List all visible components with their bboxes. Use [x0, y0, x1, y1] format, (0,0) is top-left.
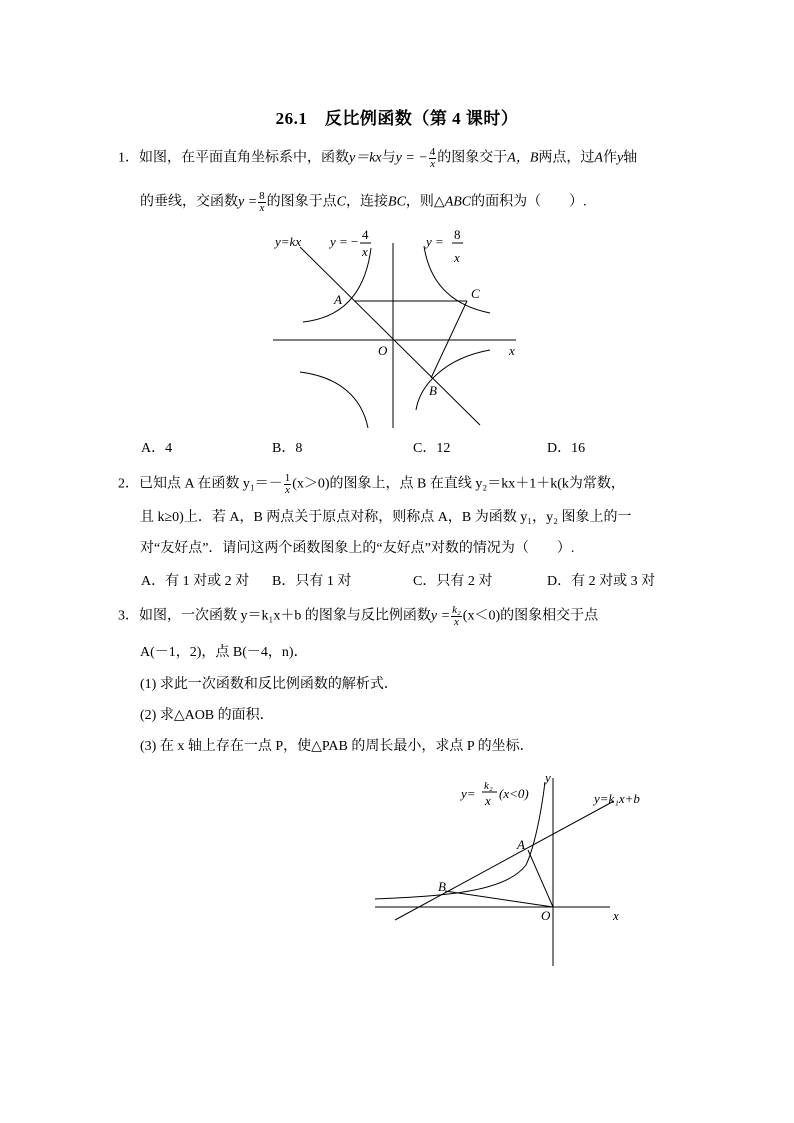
q2-number: 2． — [118, 476, 139, 492]
q1-point-a: A — [334, 292, 342, 307]
q2-text-b: (x＞0)的图象上，点 B 在直线 y₂＝kx＋1＋k(k为常数， — [292, 476, 625, 492]
q1-l2-e: BC — [388, 194, 406, 210]
q2-option-c: C．只有 2 对 — [413, 574, 493, 589]
q3-func-prefix: y = — [430, 608, 451, 624]
q1-label-8: 8 — [454, 227, 461, 242]
q1-frac-8x: $\frac{8}{x}$ — [259, 190, 265, 214]
q1-label-y-neg4: y = — [330, 234, 348, 249]
q3-label-y: y= — [461, 786, 476, 801]
q1-number: 1． — [118, 150, 139, 166]
q3-segment-bo — [445, 891, 553, 907]
q1-label-x1: x — [362, 244, 368, 259]
q1-label-x2: x — [454, 250, 460, 265]
q1-frac-4x: $\frac{4}{x}$ — [429, 146, 436, 170]
q1-l2-g: ABC — [444, 194, 472, 210]
q3-point-b: B — [438, 879, 446, 894]
q3-text-b: (x＜0)的图象相交于点 — [462, 608, 599, 624]
q3-part1: (1) 求此一次函数和反比例函数的解析式． — [140, 677, 398, 692]
q3-label-k2: k₂ — [484, 780, 493, 792]
q1-line-kx — [300, 247, 480, 425]
q3-part3: (3) 在 x 轴上存在一点 P，使△PAB 的周长最小，求点 P 的坐标． — [140, 739, 534, 754]
q3-y-label: y — [545, 770, 551, 785]
q3-segment-ao — [528, 850, 553, 907]
q3-label-line: y=k₁x+b — [594, 791, 640, 806]
q3-line-k1 — [395, 801, 614, 920]
q3-line2: A(－1，2)，点 B(－4，n)． — [140, 645, 308, 660]
q1-text-b: 与 — [381, 150, 396, 166]
q2-option-a: A．有 1 对或 2 对 — [141, 574, 250, 589]
q1-func2-prefix: y = − — [395, 150, 428, 166]
q1-hyperbola-8-lower — [416, 350, 490, 410]
q1-option-b: B．8 — [272, 441, 303, 456]
q3-number: 3． — [118, 608, 139, 624]
q1-point-c: C — [471, 286, 480, 301]
q2-option-b: B．只有 1 对 — [272, 574, 352, 589]
q1-label-ykx: y=kx — [275, 234, 302, 249]
q2-line2: 且 k≥0)上．若 A，B 两点关于原点对称，则称点 A，B 为函数 y₁，y₂ 图象上的一 — [140, 510, 632, 525]
q2-option-d: D．有 2 对或 3 对 — [547, 574, 656, 589]
q1-text-g: 作 — [602, 150, 617, 166]
q1-func3-prefix: y = — [238, 194, 258, 210]
q1-l2-f: ，则△ — [405, 194, 445, 210]
q3-frac-k2x: $\frac{\text{k₂}}{x}$ — [452, 604, 461, 628]
q1-text-h: y — [616, 150, 624, 166]
q1-hyperbola-neg4-lower — [300, 372, 368, 428]
q1-l2-h: 的面积为（ ）. — [471, 194, 587, 210]
q3-line1 — [118, 605, 598, 628]
q3-x-label: x — [613, 908, 619, 923]
q1-hyperbola-neg4-upper — [303, 248, 371, 322]
q3-label-x: x — [485, 793, 491, 808]
q3-figure — [375, 778, 614, 966]
q1-label-4: 4 — [362, 227, 369, 242]
q1-text-e: 两点，过 — [538, 150, 595, 166]
q1-text-c: 的图象交于 — [437, 150, 508, 166]
q3-text-a: 如图，一次函数 y＝k₁x＋b 的图象与反比例函数 — [139, 608, 431, 624]
q3-label-cond: (x<0) — [499, 786, 529, 801]
q1-text-a: 如图，在平面直角坐标系中，函数 — [139, 150, 349, 166]
q3-point-a: A — [517, 837, 525, 852]
q1-l2-c: C — [336, 194, 347, 210]
q1-l2-b: 的图象于点 — [266, 194, 337, 210]
q2-line1 — [118, 473, 625, 496]
q3-origin: O — [541, 908, 551, 923]
q1-l2-a: 的垂线，交函数 — [140, 194, 238, 210]
q1-label-y-8: y = — [426, 234, 444, 249]
q1-origin: O — [378, 343, 388, 358]
q1-text-f: A — [594, 150, 603, 166]
q2-line3: 对“友好点”．请问这两个函数图象上的“友好点”对数的情况为（ ）. — [140, 541, 575, 556]
q1-label-minus: − — [351, 234, 359, 249]
q1-point-b: B — [429, 383, 437, 398]
q1-text-d: A，B — [507, 150, 539, 166]
q2-text-a: 已知点 A 在函数 y₁＝－ — [139, 476, 283, 492]
q1-option-a: A．4 — [141, 441, 173, 456]
q1-func-kx: y＝kx — [349, 150, 382, 166]
q1-x-label: x — [509, 343, 515, 358]
q1-l2-d: ，连接 — [346, 194, 389, 210]
q1-option-c: C．12 — [413, 441, 451, 456]
q1-text-i: 轴 — [623, 150, 638, 166]
q2-frac-1x: $\frac{1}{x}$ — [284, 472, 291, 496]
q1-option-d: D．16 — [547, 441, 586, 456]
q3-part2: (2) 求△AOB 的面积． — [140, 708, 274, 723]
page-title: 26.1 反比例函数（第 4 课时） — [275, 109, 519, 128]
